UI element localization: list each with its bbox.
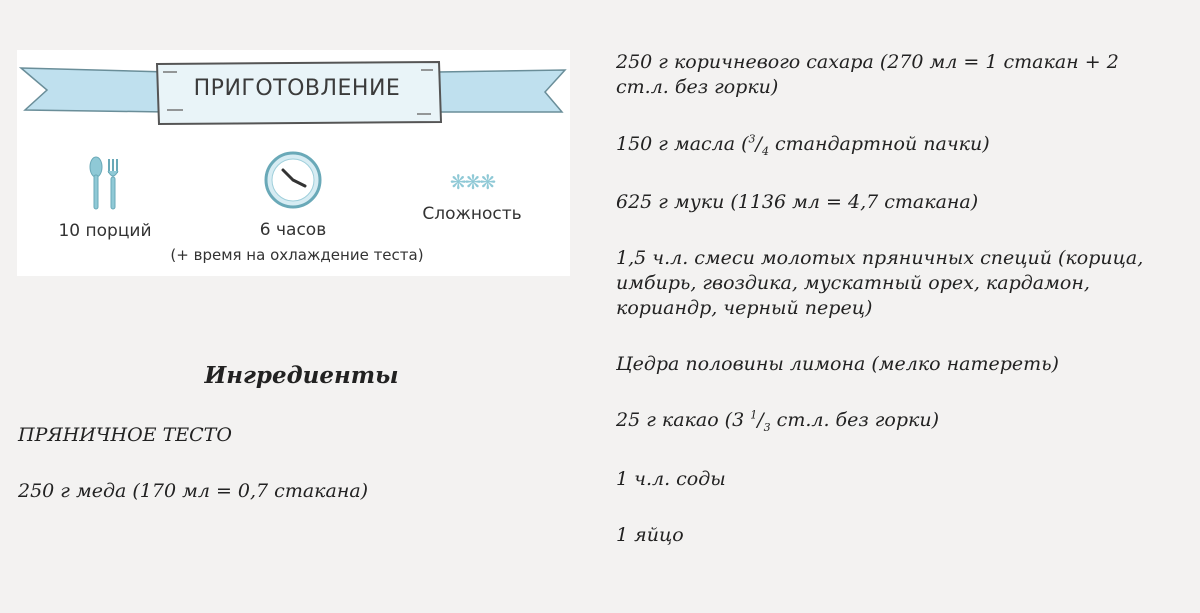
clock-icon <box>263 150 323 210</box>
butter-slash: / <box>755 133 762 155</box>
ingredient-sugar <box>616 50 1176 100</box>
difficulty-label: Сложность <box>422 204 522 224</box>
prep-title: ПРИГОТОВЛЕНИЕ <box>193 76 401 101</box>
dough-title: ПРЯНИЧНОЕ ТЕСТО <box>18 424 232 446</box>
ingredient-sugar-text: 250 г коричневого сахара (270 мл = 1 стакан + 2 ст.л. без горки) <box>616 51 1119 98</box>
difficulty-stat <box>417 170 527 224</box>
time-stat <box>213 150 373 240</box>
cocoa-denominator: 3 <box>763 420 771 434</box>
ingredient-flour <box>616 190 1176 215</box>
ingredients-heading: Ингредиенты <box>204 362 399 389</box>
servings-label: 10 порций <box>58 221 152 241</box>
ingredient-zest-text: Цедра половины лимона (мелко натереть) <box>616 353 1059 375</box>
prep-info-card <box>17 50 570 276</box>
butter-numerator: 3 <box>748 132 756 146</box>
cocoa-slash: / <box>757 409 764 431</box>
cocoa-text-start: 25 г какао (3 <box>616 409 751 431</box>
butter-text-start: 150 г масла ( <box>616 133 749 155</box>
cocoa-text-end: ст.л. без горки) <box>770 409 939 431</box>
ingredient-zest <box>616 352 1176 377</box>
ingredient-soda <box>616 467 1176 492</box>
ingredient-butter <box>616 132 1176 157</box>
servings-stat <box>35 155 175 241</box>
ingredient-soda-text: 1 ч.л. соды <box>616 468 726 490</box>
butter-text-end: стандартной пачки) <box>768 133 990 155</box>
ingredient-flour-text: 625 г муки (1136 мл = 4,7 стакана) <box>616 191 979 213</box>
time-note: (+ время на охлаждение теста) <box>170 246 424 264</box>
ingredient-egg-text: 1 яйцо <box>616 524 684 546</box>
time-label: 6 часов <box>259 220 327 240</box>
cocoa-numerator: 1 <box>750 408 758 422</box>
fork-spoon-icon <box>85 155 125 211</box>
ingredient-egg <box>616 523 1176 548</box>
ingredient-honey: 250 г меда (170 мл = 0,7 стакана) <box>18 480 369 502</box>
ingredient-spices-text: 1,5 ч.л. смеси молотых пряничных специй (корица, имбирь, гвоздика, мускатный орех, кардамон, кориандр, черный перец) <box>616 247 1144 319</box>
ingredient-spices <box>616 246 1176 321</box>
butter-denominator: 4 <box>761 144 769 158</box>
ingredient-cocoa <box>616 408 1176 433</box>
snowflakes-icon: ❋❋❋ <box>449 170 495 194</box>
